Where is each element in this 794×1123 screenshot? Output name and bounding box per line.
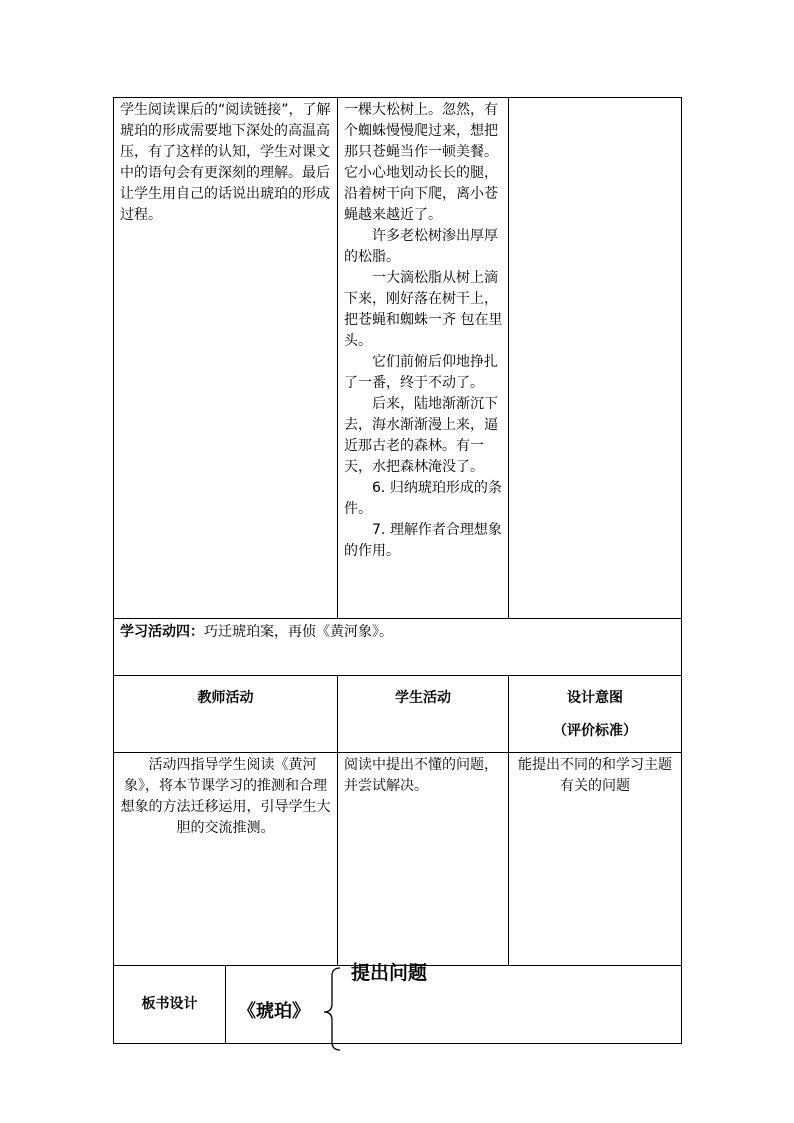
activity-four-cell: [114, 619, 682, 676]
board-design-label-cell: [114, 966, 226, 1044]
header-teacher-activity: [114, 676, 338, 753]
board-design-label: 板书设计: [141, 996, 198, 1012]
header-student-activity: [338, 676, 509, 753]
teacher-activity-cell: [114, 98, 338, 619]
header-text: 教师活动: [197, 690, 254, 706]
student-activity-text: 阅读中提出不懂的问题，并尝试解决。: [344, 757, 499, 794]
text-paragraph: 后来，陆地渐渐沉下去，海水渐渐漫上来，逼近那古老的森林。有一天，水把森林淹没了。: [344, 396, 499, 475]
table-header-row: [114, 676, 682, 753]
teacher-activity-text: 活动四指导学生阅读《黄河象》，将本节课学习的推测和合理想象的方法迁移运用，引导学生大胆的交流推测。: [120, 757, 331, 836]
teacher-activity-text: 学生阅读课后的“阅读链接”，了解琥珀的形成需要地下深处的高温高压，有了这样的认知，学生对课文中的语句会有更深刻的理解。最后让学生用自己的话说出琥珀的形成过程。: [120, 102, 331, 223]
text-paragraph: 7. 理解作者合理想象的作用。: [344, 522, 502, 559]
text-paragraph: 6. 归纳琥珀形成的条件。: [344, 480, 502, 517]
text-paragraph: 许多老松树渗出厚厚的松脂。: [344, 228, 499, 265]
student-activity-cell: [338, 98, 509, 619]
activity-four-label: 学习活动四：: [120, 624, 204, 640]
table-row: [114, 753, 682, 966]
teacher-activity-cell: [114, 753, 338, 966]
table-row: [114, 98, 682, 619]
design-intent-cell: [509, 98, 682, 619]
header-text: 设计意图: [567, 690, 624, 706]
board-title: 《琥珀》: [238, 1001, 310, 1022]
curly-brace-icon: [320, 966, 344, 1052]
text-paragraph: 一棵大松树上。忽然，有个蜘蛛慢慢爬过来，想把那只苍蝇当作一顿美餐。它小心地划动长长的腿，沿着树干向下爬，离小苍蝇越来越近了。: [344, 102, 499, 223]
lesson-plan-table: [113, 97, 682, 1044]
table-row: [114, 619, 682, 676]
student-activity-cell: [338, 753, 509, 966]
header-subtext: （评价标准）: [553, 723, 638, 739]
activity-four-title: 巧迁琥珀案，再侦《黄河象》。: [204, 624, 393, 640]
text-paragraph: 一大滴松脂从树上滴下来，刚好落在树干上，把苍蝇和蜘蛛一齐 包在里头。: [344, 270, 503, 349]
header-text: 学生活动: [395, 690, 452, 706]
design-intent-text: 能提出不同的和学习主题有关的问题: [518, 757, 673, 794]
header-design-intent: [509, 676, 682, 753]
design-intent-cell: [509, 753, 682, 966]
board-item: 提出问题: [351, 962, 428, 984]
text-paragraph: 它们前俯后仰地挣扎了一番，终于不动了。: [344, 354, 499, 391]
